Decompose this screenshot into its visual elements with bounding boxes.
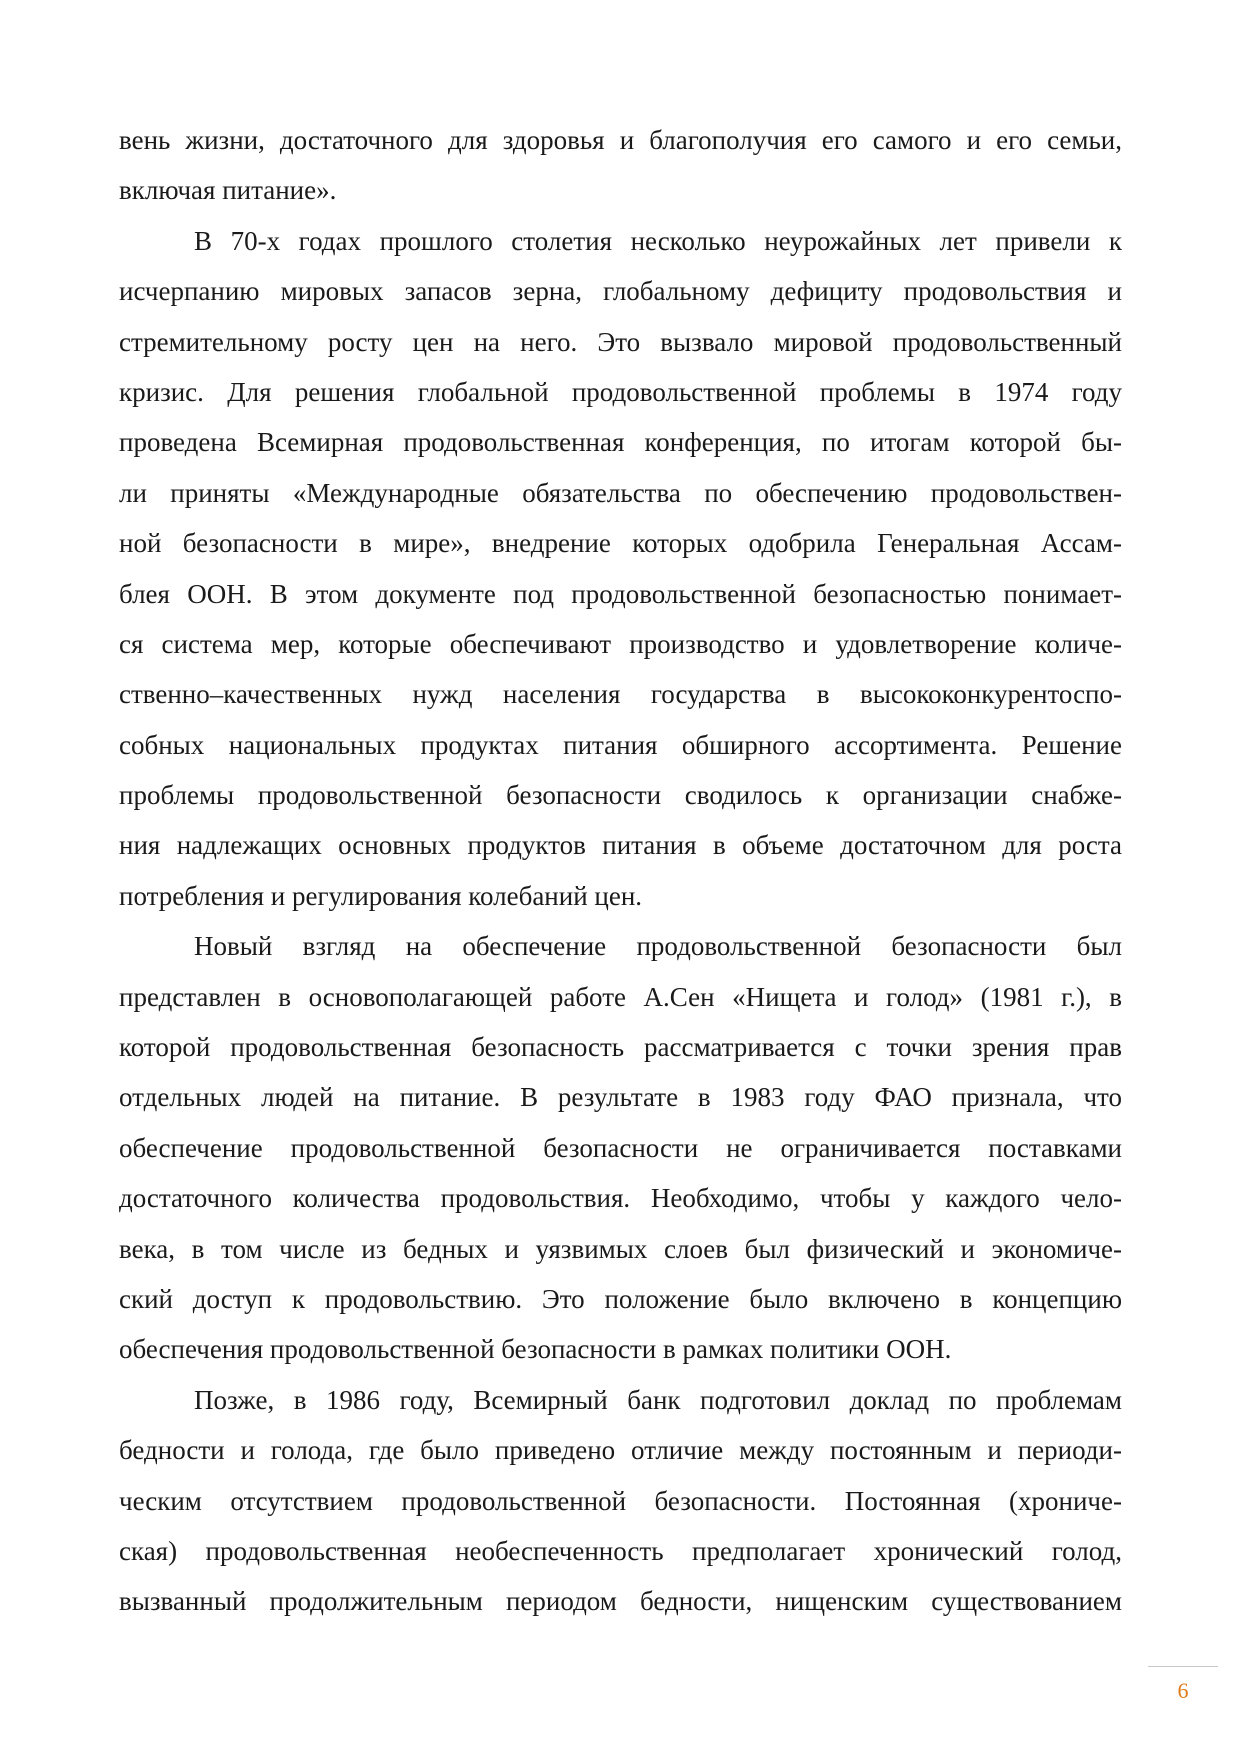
text-line: века, в том числе из бедных и уязвимых слоев был физический и экономиче- — [119, 1233, 1122, 1264]
text-line: ческим отсутствием продовольственной безопасности. Постоянная (хрониче- — [119, 1485, 1122, 1516]
text-line: кризис. Для решения глобальной продовольственной проблемы в 1974 году — [119, 376, 1122, 407]
text-line: Новый взгляд на обеспечение продовольственной безопасности был — [194, 931, 1122, 962]
text-line: собных национальных продуктах питания обширного ассортимента. Решение — [119, 729, 1122, 760]
text-line: исчерпанию мировых запасов зерна, глобальному дефициту продовольствия и — [119, 276, 1122, 307]
text-line: ли приняты «Международные обязательства по обеспечению продовольствен- — [119, 477, 1122, 508]
text-line: ся система мер, которые обеспечивают производство и удовлетворение количе- — [119, 628, 1122, 659]
text-line: вызванный продолжительным периодом бедности, нищенским существованием — [119, 1586, 1122, 1617]
text-line: включая питание». — [119, 175, 337, 206]
text-line: отдельных людей на питание. В результате в 1983 году ФАО признала, что — [119, 1082, 1122, 1113]
body-text — [119, 115, 1122, 1627]
text-line: которой продовольственная безопасность рассматривается с точки зрения прав — [119, 1032, 1122, 1063]
text-line: бедности и голода, где было приведено отличие между постоянным и периоди- — [119, 1435, 1122, 1466]
text-line: блея ООН. В этом документе под продовольственной безопасностью понимает- — [119, 578, 1122, 609]
text-line: ния надлежащих основных продуктов питания в объеме достаточном для роста — [119, 830, 1122, 861]
text-line: ский доступ к продовольствию. Это положение было включено в концепцию — [119, 1283, 1122, 1314]
text-line: проблемы продовольственной безопасности сводилось к организации снабже- — [119, 780, 1122, 811]
page-number: 6 — [1177, 1678, 1189, 1703]
text-line: Позже, в 1986 году, Всемирный банк подготовил доклад по проблемам — [194, 1384, 1122, 1415]
text-line: представлен в основополагающей работе А.Сен «Нищета и голод» (1981 г.), в — [119, 981, 1122, 1012]
text-line: ская) продовольственная необеспеченность предполагает хронический голод, — [119, 1535, 1122, 1566]
text-line: ственно–качественных нужд населения государства в высококонкурентоспо- — [119, 679, 1122, 710]
footer-rule — [1148, 1666, 1218, 1667]
text-line: обеспечения продовольственной безопасности в рамках политики ООН. — [119, 1334, 952, 1365]
text-line: обеспечение продовольственной безопасности не ограничивается поставками — [119, 1132, 1122, 1163]
text-line: В 70-х годах прошлого столетия несколько неурожайных лет привели к — [194, 225, 1122, 256]
text-line: ной безопасности в мире», внедрение которых одобрила Генеральная Ассам- — [119, 528, 1122, 559]
text-line: проведена Всемирная продовольственная конференция, по итогам которой бы- — [119, 427, 1122, 458]
text-line: достаточного количества продовольствия. Необходимо, чтобы у каждого чело- — [119, 1183, 1122, 1214]
text-line: вень жизни, достаточного для здоровья и благополучия его самого и его семьи, — [119, 125, 1122, 155]
text-line: потребления и регулирования колебаний цен. — [119, 880, 643, 911]
text-line: стремительному росту цен на него. Это вызвало мировой продовольственный — [119, 326, 1122, 357]
